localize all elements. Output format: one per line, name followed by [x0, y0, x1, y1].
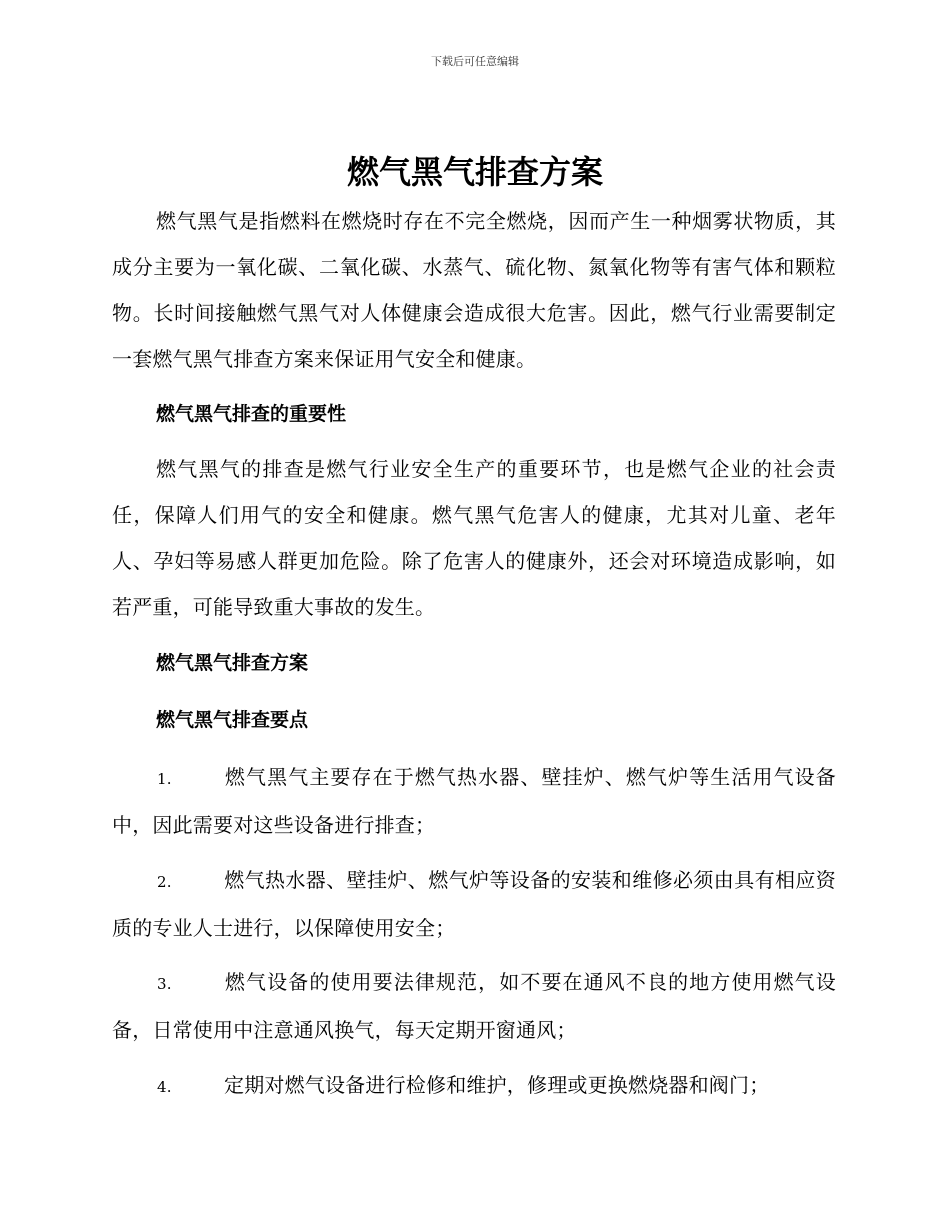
list-item-text: 燃气设备的使用要法律规范，如不要在通风不良的地方使用燃气设备，日常使用中注意通风换气，每天定期开窗通风；	[112, 970, 836, 1042]
section-heading-plan: 燃气黑气排查方案	[156, 652, 309, 674]
list-item-number: 3.	[157, 975, 172, 993]
importance-paragraph: 燃气黑气的排查是燃气行业安全生产的重要环节，也是燃气企业的社会责任，保障人们用气的安全和健康。燃气黑气危害人的健康，尤其对儿童、老年人、孕妇等易感人群更加危险。除了危害人的健康外，还会对环境造成影响，如若严重，可能导致重大事故的发生。	[112, 457, 836, 619]
list-item	[112, 857, 836, 951]
section-heading-key-points: 燃气黑气排查要点	[156, 709, 309, 731]
list-item	[112, 754, 836, 848]
list-item	[112, 959, 836, 1053]
list-item-number: 2.	[157, 873, 172, 891]
list-item-number: 1.	[157, 770, 172, 788]
list-item-text: 定期对燃气设备进行检修和维护，修理或更换燃烧器和阀门；	[224, 1073, 770, 1097]
list-item-text: 燃气黑气主要存在于燃气热水器、壁挂炉、燃气炉等生活用气设备中，因此需要对这些设备进行排查；	[112, 765, 836, 837]
list-item	[112, 1062, 836, 1110]
list-item-text: 燃气热水器、壁挂炉、燃气炉等设备的安装和维修必须由具有相应资质的专业人士进行，以保障使用安全；	[112, 868, 836, 940]
list-item-number: 4.	[157, 1078, 172, 1096]
document-title: 燃气黑气排查方案	[346, 153, 603, 191]
header-note: 下载后可任意编辑	[431, 55, 519, 68]
section-heading-importance: 燃气黑气排查的重要性	[156, 403, 347, 425]
intro-paragraph: 燃气黑气是指燃料在燃烧时存在不完全燃烧，因而产生一种烟雾状物质，其成分主要为一氧化碳、二氧化碳、水蒸气、硫化物、氮氧化物等有害气体和颗粒物。长时间接触燃气黑气对人体健康会造成很大危害。因此，燃气行业需要制定一套燃气黑气排查方案来保证用气安全和健康。	[112, 209, 836, 371]
